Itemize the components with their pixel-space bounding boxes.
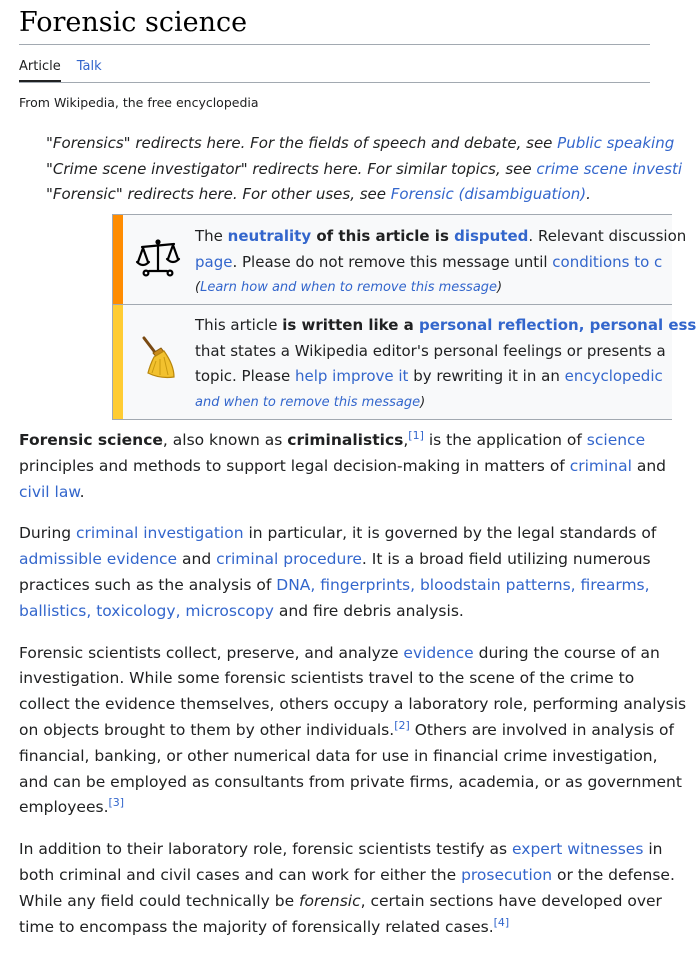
body-text: and [177, 550, 217, 569]
body-text: and fire debris analysis. [273, 601, 464, 620]
hatnote-text: "Forensic" redirects here. For other uses, see [46, 185, 391, 203]
notice-text-segment: The [195, 227, 228, 245]
body-text: While any field could technically be [19, 891, 300, 910]
conditions-link[interactable]: conditions to c [552, 252, 663, 271]
bold-term: criminalistics [287, 431, 404, 449]
body-text: in particular, it is governed by the legal standards of [243, 524, 657, 543]
disputed-link[interactable]: disputed [454, 227, 529, 245]
bloodstain-patterns-link[interactable]: bloodstain patterns [419, 575, 571, 594]
notice-stripe [113, 215, 123, 304]
text-line [19, 428, 659, 454]
separator: , [86, 601, 97, 620]
hatnote-list [46, 131, 682, 208]
body-text: principles and methods to support legal decision-making in matters of [19, 456, 570, 475]
neutrality-link[interactable]: neutrality [227, 227, 312, 245]
page-title: Forensic science [19, 7, 248, 38]
notice-text-segment: This article [195, 316, 283, 334]
tab-talk[interactable]: Talk [76, 59, 102, 74]
text-line [19, 863, 675, 889]
notice-bold-text: is written like a [282, 316, 419, 334]
text-line: collect the evidence themselves, others occupy a laboratory role, performing analysis [19, 695, 687, 714]
body-text: . It is a broad field utilizing numerous [361, 550, 651, 569]
body-text: Forensic scientists collect, preserve, and analyze [19, 643, 404, 662]
text-line [19, 480, 659, 506]
text-line [19, 718, 674, 744]
notice-line [195, 364, 696, 390]
text-line [19, 454, 667, 480]
text-line: financial, banking, or other numerical data for use in financial crime investigation, [19, 746, 658, 765]
prosecution-link[interactable]: prosecution [461, 865, 553, 884]
help-improve-link[interactable]: help improve it [294, 367, 409, 385]
body-text: or the defense. [552, 865, 675, 884]
body-text: , [403, 431, 409, 449]
encyclopedic-link[interactable]: encyclopedic [564, 367, 663, 385]
separator: , [644, 575, 650, 594]
personal-reflection-link[interactable]: personal reflection, personal ess [418, 316, 696, 334]
citation-link[interactable]: [1] [408, 428, 424, 442]
body-text: is the application of [423, 431, 587, 449]
fingerprints-link[interactable]: fingerprints [320, 575, 411, 594]
paren-open: ( [195, 280, 201, 295]
body-text: practices such as the analysis of [19, 575, 277, 594]
separator: , [410, 575, 420, 594]
public-speaking-link[interactable]: Public speaking [557, 134, 675, 152]
text-line [19, 837, 663, 863]
microscopy-link[interactable]: microscopy [185, 601, 274, 620]
notice-text [195, 224, 686, 301]
text-line [19, 641, 659, 667]
separator: , [175, 601, 186, 620]
firearms-link[interactable]: firearms [580, 575, 645, 594]
notice-stripe [113, 305, 123, 419]
tabs-divider [19, 82, 650, 83]
notice-text-segment: that states a Wikipedia editor's personal feelings or presents a [195, 341, 666, 360]
site-tagline: From Wikipedia, the free encyclopedia [19, 95, 259, 110]
broom-icon [133, 333, 183, 383]
title-divider [19, 44, 650, 45]
bold-term: Forensic science [19, 431, 163, 449]
civil-law-link[interactable]: civil law [19, 482, 80, 501]
notice-line [195, 250, 686, 276]
text-line [19, 915, 659, 941]
body-text: in [643, 840, 663, 859]
body-text: on objects brought to them by other individuals. [19, 720, 395, 739]
body-text: , also known as [162, 431, 288, 449]
hatnote [46, 157, 682, 183]
notice-text-segment: . Please do not remove this message until [232, 252, 553, 271]
hatnote [46, 182, 682, 208]
text-line [19, 599, 659, 625]
toxicology-link[interactable]: toxicology [96, 601, 176, 620]
notice-bold-text: of this article is [311, 227, 455, 245]
hatnote-text: . [586, 185, 591, 203]
science-link[interactable]: science [586, 431, 646, 449]
notice-text [195, 313, 696, 415]
notice-line [195, 339, 696, 365]
ballistics-link[interactable]: ballistics [19, 601, 87, 620]
notice-text-segment: . Relevant discussion [528, 227, 687, 245]
hatnote [46, 131, 682, 157]
notice-text-segment: topic. Please [195, 367, 295, 385]
body-text: time to encompass the majority of forensically related cases. [19, 917, 494, 936]
criminal-procedure-link[interactable]: criminal procedure [216, 550, 362, 569]
paragraph [19, 521, 659, 624]
dna-link[interactable]: DNA [276, 575, 311, 594]
text-line: investigation. While some forensic scientists travel to the scene of the crime to [19, 669, 635, 688]
expert-witnesses-link[interactable]: expert witnesses [512, 840, 644, 859]
paragraph [19, 641, 687, 822]
crime-scene-investigation-link[interactable]: crime scene investi [536, 159, 683, 178]
paragraph-lead [19, 428, 667, 505]
citation-link[interactable]: [4] [493, 915, 510, 929]
learn-remove-message-link[interactable]: Learn how and when to remove this message [200, 280, 498, 295]
maintenance-notices [112, 214, 696, 420]
citation-link[interactable]: [3] [108, 796, 125, 810]
text-line [19, 889, 662, 915]
namespace-tabs [19, 58, 102, 82]
article-body [19, 428, 687, 956]
notice-line [195, 275, 686, 301]
paren-close: ) [420, 394, 426, 410]
italic-term: forensic [299, 891, 361, 910]
text-line: and can be employed as consultants from private firms, academia, or as government [19, 772, 682, 791]
paren-close: ) [497, 280, 503, 295]
body-text: during the course of an [473, 643, 660, 662]
evidence-link[interactable]: evidence [403, 643, 474, 662]
notice-line [195, 313, 696, 339]
neutrality-notice [113, 214, 687, 305]
hatnote-text: "Forensics" redirects here. For the fields of speech and debate, see [46, 134, 558, 152]
criminal-link[interactable]: criminal [569, 456, 632, 475]
separator: , [570, 575, 581, 594]
body-text: employees. [19, 798, 109, 817]
text-line [19, 795, 659, 821]
admissible-evidence-link[interactable]: admissible evidence [19, 550, 178, 569]
citation-link[interactable]: [2] [394, 718, 410, 732]
body-text: both criminal and civil cases and can work for either the [19, 865, 462, 884]
paragraph [19, 837, 675, 940]
body-text: and [631, 456, 667, 475]
criminal-investigation-link[interactable]: criminal investigation [76, 524, 244, 543]
body-text: , certain sections have developed over [360, 891, 662, 910]
body-text: Others are involved in analysis of [409, 720, 674, 739]
hatnote-text: "Crime scene investigator" redirects here. For similar topics, see [46, 159, 537, 178]
personal-reflection-notice [113, 305, 696, 420]
text-line [19, 547, 659, 573]
balance-scale-icon [133, 233, 183, 283]
learn-remove-message-link[interactable]: and when to remove this message [195, 394, 421, 410]
talk-page-link[interactable]: page [195, 252, 233, 271]
body-text: In addition to their laboratory role, forensic scientists testify as [19, 840, 513, 859]
text-line [19, 573, 659, 599]
body-text: During [19, 524, 77, 543]
notice-text-segment: by rewriting it in an [408, 367, 565, 385]
text-line [19, 521, 659, 547]
notice-line [195, 390, 696, 416]
separator: , [310, 575, 321, 594]
tab-article[interactable]: Article [19, 58, 61, 82]
body-text: . [79, 482, 85, 501]
forensic-disambiguation-link[interactable]: Forensic (disambiguation) [390, 185, 587, 203]
notice-line [195, 224, 686, 250]
